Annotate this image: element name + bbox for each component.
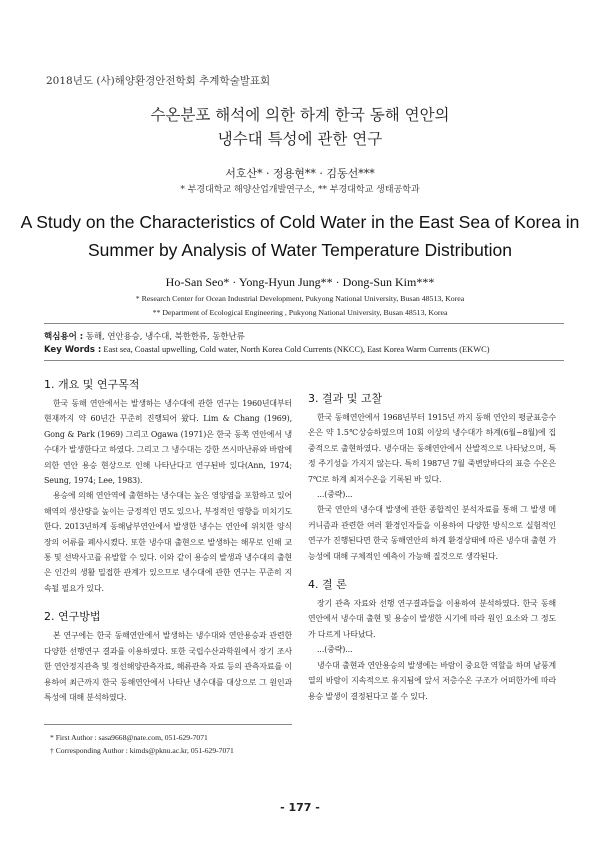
keywords-bottom-rule <box>44 360 564 361</box>
keywords-top-rule <box>44 323 564 324</box>
english-title-line-1: A Study on the Characteristics of Cold Water in the East Sea of Korea in <box>20 212 580 232</box>
section-1-paragraph-2: 용승에 의해 연안역에 출현하는 냉수대는 높은 영양염을 포함하고 있어 해역의 생산량을 높이는 긍정적인 면도 있으나, 부정적인 영향을 미치기도 한다. 2013년하계 동해남부연안에서 발생한 냉수는 연안에 위치한 양식장의 어류를 폐사시켰다. 또한 냉수대 출현으로 발생하는 해무로 인해 교통 및 선박사고를 유발할 수 있다. 이와 같이 용승의 발생과 냉수대의 출현은 인간의 생활 밀접한 관계가 있으므로 냉수대에 관한 연구는 꾸준히 지속될 필요가 있다. <box>44 491 292 593</box>
section-2-heading: 2. 연구방법 <box>44 610 101 624</box>
english-keywords-text: East sea, Coastal upwelling, Cold water, North Korea Cold Currents (NKCC), East Korea Warm Currents (EKWC) <box>103 345 490 354</box>
section-4-heading: 4. 결 론 <box>308 578 347 592</box>
english-authors: Ho-San Seo* · Yong-Hyun Jung** · Dong-Sun Kim*** <box>165 275 435 289</box>
section-3-paragraph-2: 한국 연안의 냉수대 발생에 관한 종합적인 분석자료를 통해 그 발생 메커니즘과 관련한 여러 환경인자들을 이용하여 다양한 방식으로 실험적인 연구가 진행된다면 한국 동해연안의 하계 환경상태에 따른 냉수대 출현 가능성에 대해 구체적인 예측이 가능해 질것으로 생각된다. <box>308 505 556 561</box>
section-1-paragraph-1: 한국 동해 연안에서는 발생하는 냉수대에 관한 연구는 1960년대부터 현재까지 약 60년간 꾸준히 진행되어 왔다. Lim & Chang (1969), Gong & Park (1969) 그리고 Ogawa (1971)은 한국 동쪽 연안에서 냉수대가 발생한다고 하였다. 그리고 그 냉수대는 강한 쓰시마난류와 바람에 의한 연안 용승 현상으로 인해 나타난다고 연구된바 있다(Ann, 1974; Seung, 1974; Lee, 1983). <box>44 399 292 486</box>
english-affiliation-2: ** Department of Ecological Engineering , Pukyong National University, Busan 48513, Korea <box>152 308 448 317</box>
korean-keywords <box>44 330 564 342</box>
korean-keywords-text: 동해, 연안용승, 냉수대, 북한한류, 동한난류 <box>85 331 245 341</box>
section-3-heading: 3. 결과 및 고찰 <box>308 392 383 405</box>
section-1-heading: 1. 개요 및 연구목적 <box>44 378 140 391</box>
section-4-paragraph-2: 냉수대 출현과 연안용승의 발생에는 바람이 중요한 역할을 하며 남풍계열의 바람이 지속적으로 유지됨에 앞서 저층수온 구조가 어떠한가에 따라 용승 발생이 결정된다고 볼 수 있다. <box>308 660 556 701</box>
english-title <box>0 208 600 264</box>
korean-title-line-1: 수온분포 해석에 의한 하계 한국 동해 연안의 <box>150 106 450 124</box>
section-4-paragraph-1: 장기 관측 자료와 선행 연구결과들을 이용하여 분석하였다. 한국 동해 연안에서 냉수대 출현 및 용승이 발생한 시기에 따라 원인 요소와 그 정도가 다르게 나타났다. <box>308 599 556 639</box>
section-3-ellipsis: ...(중략)... <box>317 490 353 500</box>
page-number: - 177 - <box>280 801 320 814</box>
korean-authors: 서호산* · 정용현** · 김동선*** <box>225 167 375 180</box>
first-author-note: * First Author : sasa9668@nate.com, 051-629-7071 <box>50 733 208 742</box>
section-4-ellipsis: ...(중략)... <box>317 645 353 655</box>
english-keywords-label: Key Words : <box>44 345 102 355</box>
korean-keywords-label: 핵심용어 : <box>44 332 84 342</box>
footnotes <box>44 724 292 757</box>
korean-title-line-2: 냉수대 특성에 관한 연구 <box>217 130 383 148</box>
section-2-paragraph-1: 본 연구에는 한국 동해연안에서 발생하는 냉수대와 연안용승과 관련한 다양한 선행연구 결과를 이용하였다. 또한 국립수산과학원에서 장기 조사한 연안정지관측 및 정선해양관측자료, 해류관측 자료 등의 관측자료를 이용하여 최근까지 한국 동해연안에서 나타난 냉수대를 대상으로 그 원인과 특성에 대해 분석하였다. <box>44 631 292 702</box>
conference-header: 2018년도 (사)해양환경안전학회 추계학술발표회 <box>46 75 271 87</box>
korean-affiliation: * 부경대학교 해양산업개발연구소, ** 부경대학교 생태공학과 <box>180 185 420 195</box>
left-column <box>44 370 292 705</box>
korean-title <box>0 103 600 151</box>
english-title-line-2: Summer by Analysis of Water Temperature Distribution <box>87 240 513 260</box>
right-column <box>308 370 556 704</box>
corresponding-author-note: † Corresponding Author : kimds@pknu.ac.kr, 051-629-7071 <box>50 746 234 755</box>
english-affiliation-1: * Research Center for Ocean Industrial Development, Pukyong National University, Busan 48513, Korea <box>135 294 465 303</box>
section-3-paragraph-1: 한국 동해연안에서 1968년부터 1915년 까지 동해 연안의 평균표층수온은 약 1.5℃상승하였으며 10회 이상의 냉수대가 하계(6월~8월)에 집중적으로 출현하였다. 냉수대는 동해연안에서 산발적으로 나타났으며, 특정 주기성을 가지지 않는다. 특히 1987년 7월 죽변앞바다의 표층 수온은 7℃로 하계 최저수온을 기록된 바 있다. <box>308 413 556 484</box>
english-keywords <box>44 345 564 355</box>
